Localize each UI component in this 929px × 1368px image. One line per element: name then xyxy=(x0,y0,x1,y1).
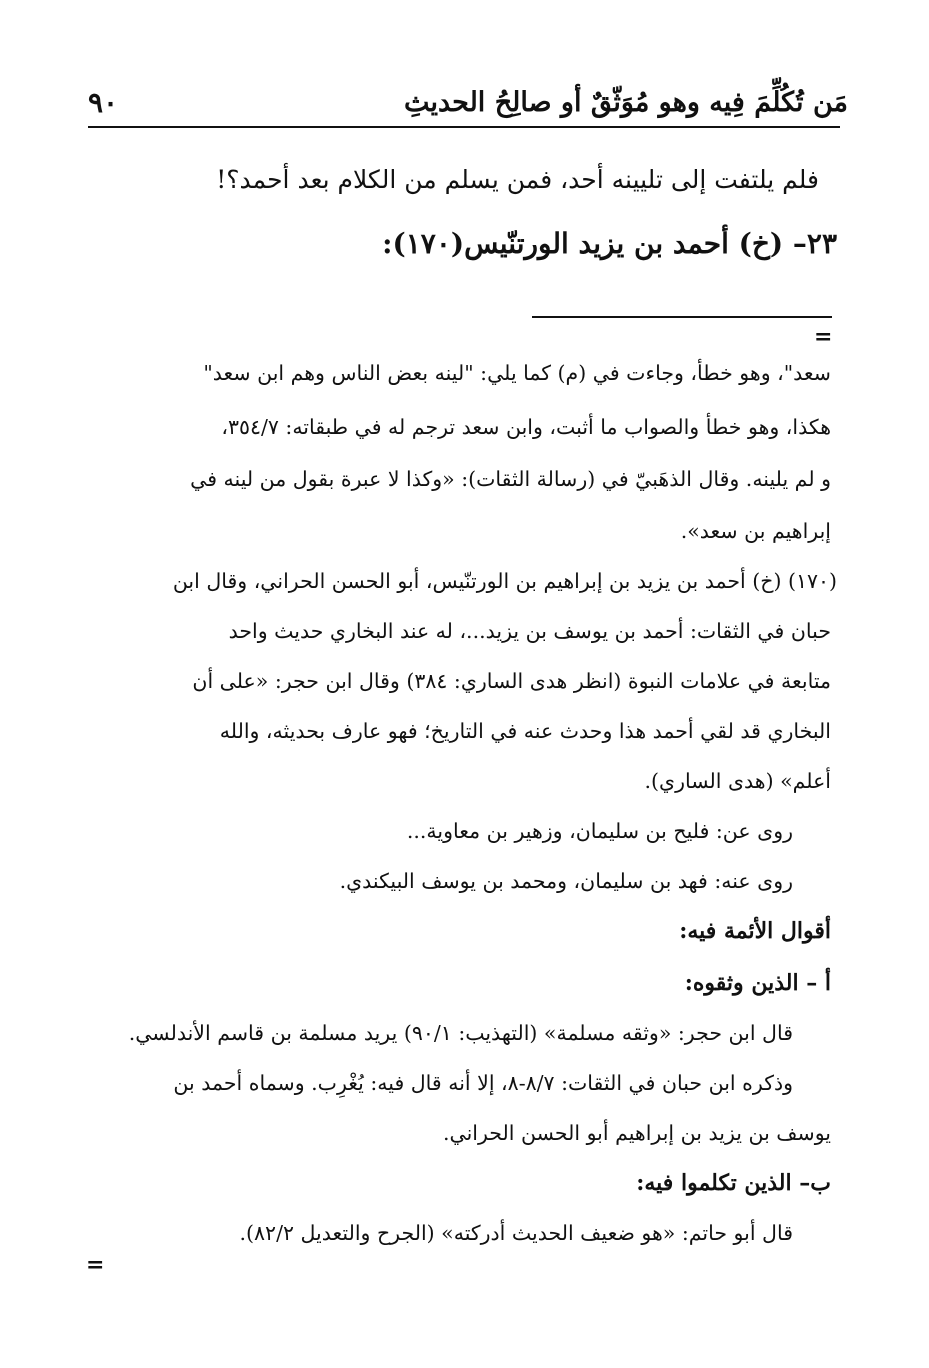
intro-line: فلم يلتفت إلى تليينه أحد، فمن يسلم من الكلام بعد أحمد؟! xyxy=(216,165,819,194)
trusted-by-heading: أ – الذين وثقوه: xyxy=(684,970,831,996)
header-divider xyxy=(88,126,840,128)
imams-sayings-heading: أقوال الأئمة فيه: xyxy=(679,918,831,944)
footnote-continuation-line: سعد"، وهو خطأ، وجاءت في (م) كما يلي: "لينه بعض الناس وهم ابن سعد" xyxy=(203,361,831,385)
footnote-170-line: أعلم» (هدى الساري). xyxy=(644,769,831,793)
footnote-continuation-line: هكذا، وهو خطأ والصواب ما أثبت، وابن سعد ترجم له في طبقاته: ٣٥٤/٧، xyxy=(221,415,831,439)
criticized-by-line: قال أبو حاتم: «هو ضعيف الحديث أدركته» (الجرح والتعديل ٨٢/٢). xyxy=(239,1221,793,1245)
criticized-by-heading: ب– الذين تكلموا فيه: xyxy=(636,1170,831,1196)
footnote-170-line: حبان في الثقات: أحمد بن يوسف بن يزيد...، له عند البخاري حديث واحد xyxy=(228,619,831,643)
trusted-by-line: وذكره ابن حبان في الثقات: ٨/٧-٨، إلا أنه قال فيه: يُغْرِب. وسماه أحمد بن xyxy=(173,1071,793,1095)
narrated-by-line: روى عنه: فهد بن سليمان، ومحمد بن يوسف البيكندي. xyxy=(339,869,793,893)
footnote-continuation-line: و لم يلينه. وقال الذهَبيّ في (رسالة الثقات): «وكذا لا عبرة بقول من لينه في xyxy=(190,467,831,491)
footnote-170-line: البخاري قد لقي أحمد هذا وحدث عنه في التاريخ؛ فهو عارف بحديثه، والله xyxy=(219,719,831,743)
page-number: ٩٠ xyxy=(88,86,119,119)
footnote-170-line: (١٧٠) (خ) أحمد بن يزيد بن إبراهيم بن الورتنّيس، أبو الحسن الحراني، وقال ابن xyxy=(172,569,837,593)
footnote-continuation-line: إبراهيم بن سعد». xyxy=(680,519,831,543)
trusted-by-line: يوسف بن يزيد بن إبراهيم أبو الحسن الحراني. xyxy=(442,1121,831,1145)
footnote-carry-mark-top: = xyxy=(814,324,833,350)
entry-heading: ٢٣– (خ) أحمد بن يزيد الورتنّيس(١٧٠): xyxy=(382,227,837,260)
footnote-170-line: متابعة في علامات النبوة (انظر هدى الساري: ٣٨٤) وقال ابن حجر: «على أن xyxy=(192,669,831,693)
footnote-carry-mark-bottom: = xyxy=(86,1252,105,1278)
header-title: مَن تُكُلِّمَ فِيه وهو مُوَثّقٌ أو صالِحُ الحديثِ xyxy=(403,87,848,118)
trusted-by-line: قال ابن حجر: «وثقه مسلمة» (التهذيب: ٩٠/١) يريد مسلمة بن قاسم الأندلسي. xyxy=(128,1021,793,1045)
footnote-divider xyxy=(532,316,832,318)
narrated-from-line: روى عن: فليح بن سليمان، وزهير بن معاوية... xyxy=(406,819,793,843)
running-header xyxy=(88,80,848,126)
